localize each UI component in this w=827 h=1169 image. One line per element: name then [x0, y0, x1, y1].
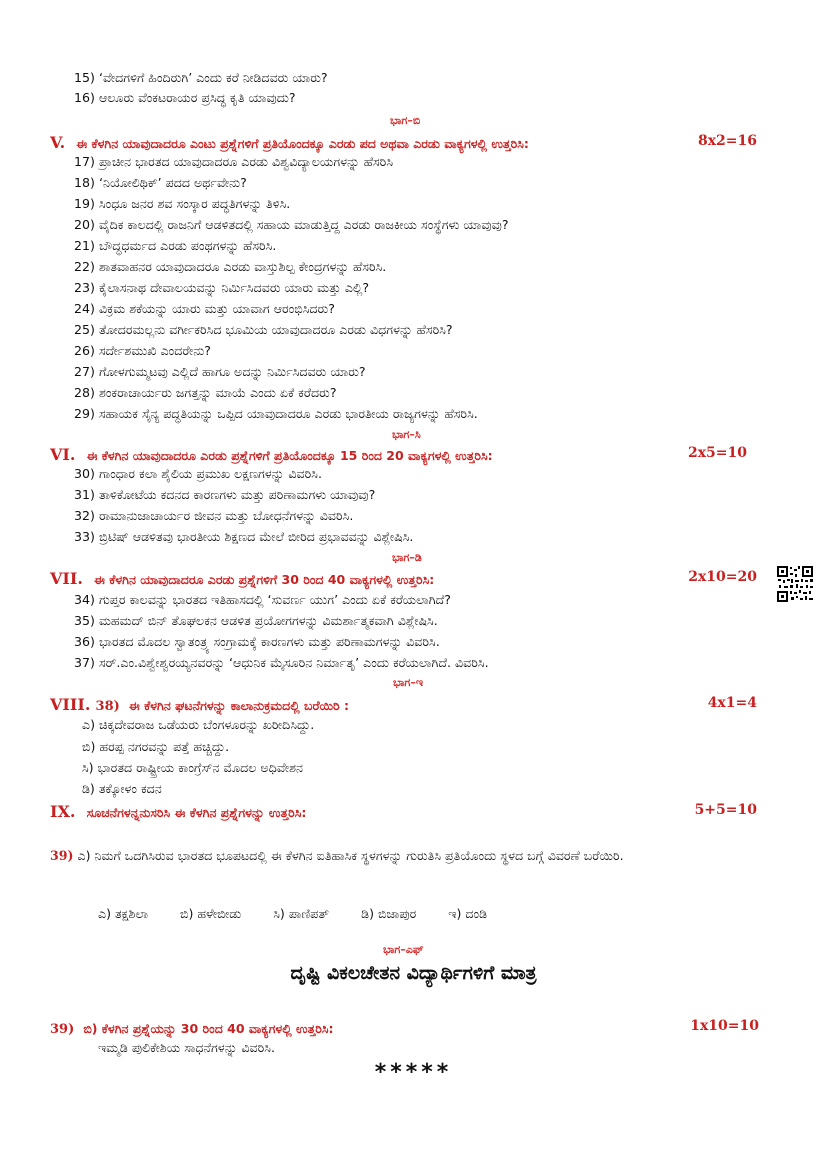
- question-39a-number: 39): [50, 848, 74, 863]
- place-item: ಸಿ) ಪಾಣಿಪತ್: [273, 906, 330, 921]
- place-item: ಎ) ತಕ್ಷಶಿಲಾ: [98, 906, 149, 921]
- question-28: 28) ಶಂಕರಾಚಾರ್ಯರು ಜಗತ್ತನ್ನು ಮಾಯೆ ಎಂದು ಏಕೆ ಕರೆದರು?: [74, 385, 337, 400]
- question-30: 30) ಗಾಂಧಾರ ಕಲಾ ಶೈಲಿಯ ಪ್ರಮುಖ ಲಕ್ಷಣಗಳನ್ನು ವಿವರಿಸಿ.: [74, 466, 322, 481]
- question-36: 36) ಭಾರತದ ಮೊದಲ ಸ್ವಾತಂತ್ರ್ಯ ಸಂಗ್ರಾಮಕ್ಕೆ ಕಾರಣಗಳು ಮತ್ತು ಪರಿಣಾಮಗಳನ್ನು ವಿವರಿಸಿ.: [74, 634, 440, 649]
- question-39a: [50, 846, 780, 866]
- place-item: ಇ) ದಂಡಿ: [448, 906, 488, 921]
- event-item-d: ಡಿ) ತಕ್ಕೋಳಂ ಕದನ: [82, 781, 162, 796]
- place-item: ಬಿ) ಹಳೇಬೀಡು: [180, 906, 242, 921]
- question-20: 20) ವೈದಿಕ ಕಾಲದಲ್ಲಿ ರಾಜನಿಗೆ ಆಡಳಿತದಲ್ಲಿ ಸಹಾಯ ಮಾಡುತ್ತಿದ್ದ ಎರಡು ರಾಜಕೀಯ ಸಂಸ್ಥೆಗಳು ಯಾವುವು?: [74, 217, 509, 232]
- part-e-subheading: ಭಾಗ–ಇ: [393, 676, 423, 689]
- section-vi-header: [50, 445, 757, 465]
- question-32: 32) ರಾಮಾನುಜಾಚಾರ್ಯರ ಜೀವನ ಮತ್ತು ಬೋಧನೆಗಳನ್ನು ವಿವರಿಸಿ.: [74, 508, 354, 523]
- question-39b-instruction: ಬಿ) ಕೆಳಗಿನ ಪ್ರಶ್ನೆಯನ್ನು 30 ರಿಂದ 40 ವಾಕ್ಯಗಳಲ್ಲಿ ಉತ್ತರಿಸಿ:: [83, 1021, 334, 1036]
- question-39b-number: 39): [50, 1022, 75, 1037]
- places-list: [98, 906, 515, 922]
- section-ix-header: [50, 802, 757, 822]
- part-f-title: ದೃಷ್ಟಿ ವಿಕಲಚೇತನ ವಿದ್ಯಾರ್ಥಿಗಳಿಗೆ ಮಾತ್ರ: [290, 962, 537, 984]
- question-26: 26) ಸರ್ದೇಶಮುಖಿ ಎಂದರೇನು?: [74, 343, 211, 358]
- section-marks: 4x1=4: [707, 695, 757, 711]
- section-marks: 2x5=10: [687, 445, 747, 461]
- section-viii-header: [50, 695, 757, 715]
- question-21: 21) ಬೌದ್ಧಧರ್ಮದ ಎರಡು ಪಂಥಗಳನ್ನು ಹೆಸರಿಸಿ.: [74, 238, 277, 253]
- section-marks: 1x10=10: [690, 1018, 759, 1034]
- section-marks: 5+5=10: [694, 802, 757, 818]
- section-instruction: ಈ ಕೆಳಗಿನ ಯಾವುದಾದರೂ ಎಂಟು ಪ್ರಶ್ನೆಗಳಿಗೆ ಪ್ರತಿಯೊಂದಕ್ಕೂ ಎರಡು ಪದ ಅಥವಾ ಎರಡು ವಾಕ್ಯಗಳಲ್ಲಿ ಉತ್ತರಿಸಿ:: [76, 136, 529, 151]
- question-38-number: 38): [95, 699, 120, 714]
- section-instruction: ಸೂಚನೆಗಳನ್ನನುಸರಿಸಿ ಈ ಕೆಳಗಿನ ಪ್ರಶ್ನೆಗಳನ್ನು ಉತ್ತರಿಸಿ:: [86, 805, 307, 820]
- question-39b-text: ಇಮ್ಮಡಿ ಪುಲಿಕೇಶಿಯ ಸಾಧನೆಗಳನ್ನು ವಿವರಿಸಿ.: [98, 1040, 275, 1055]
- question-18: 18) ‘ನಿಯೋಲಿಥಿಕ್’ ಪದದ ಅರ್ಥವೇನು?: [74, 175, 247, 190]
- qr-code-icon: [776, 565, 814, 603]
- question-24: 24) ವಿಕ್ರಮ ಶಕೆಯನ್ನು ಯಾರು ಮತ್ತು ಯಾವಾಗ ಆರಂಭಿಸಿದರು?: [74, 301, 335, 316]
- question-29: 29) ಸಹಾಯಕ ಸೈನ್ಯ ಪದ್ಧತಿಯನ್ನು ಒಪ್ಪಿದ ಯಾವುದಾದರೂ ಎರಡು ಭಾರತೀಯ ರಾಜ್ಯಗಳನ್ನು ಹೆಸರಿಸಿ.: [74, 406, 478, 421]
- section-vii-header: [50, 569, 757, 589]
- section-roman-numeral: VIII.: [50, 695, 91, 714]
- part-c-subheading: ಭಾಗ–ಸಿ: [392, 428, 421, 441]
- question-33: 33) ಬ್ರಿಟಿಷ್ ಆಡಳಿತವು ಭಾರತೀಯ ಶಿಕ್ಷಣದ ಮೇಲೆ ಬೀರಿದ ಪ್ರಭಾವವನ್ನು ವಿಶ್ಲೇಷಿಸಿ.: [74, 529, 414, 544]
- question-39a-text: ಎ) ನಿಮಗೆ ಒದಗಿಸಿರುವ ಭಾರತದ ಭೂಪಟದಲ್ಲಿ ಈ ಕೆಳಗಿನ ಐತಿಹಾಸಿಕ ಸ್ಥಳಗಳನ್ನು ಗುರುತಿಸಿ ಪ್ರತಿಯೊಂದು ಸ್ಥಳದ ಬಗ್ಗೆ ವಿವರಣೆ ಬರೆಯಿರಿ.: [77, 848, 624, 863]
- event-item-c: ಸಿ) ಭಾರತದ ರಾಷ್ಟ್ರೀಯ ಕಾಂಗ್ರೆಸ್‌ನ ಮೊದಲ ಅಧಿವೇಶನ: [82, 760, 303, 775]
- part-d-subheading: ಭಾಗ–ಡಿ: [392, 551, 422, 564]
- question-15: 15) ‘ವೇದಗಳಿಗೆ ಹಿಂದಿರುಗಿ’ ಎಂದು ಕರೆ ನೀಡಿದವರು ಯಾರು?: [74, 70, 328, 85]
- section-v-header: [50, 133, 757, 153]
- question-27: 27) ಗೋಳಗುಮ್ಮಟವು ಎಲ್ಲಿದೆ ಹಾಗೂ ಅದನ್ನು ನಿರ್ಮಿಸಿದವರು ಯಾರು?: [74, 364, 366, 379]
- section-instruction: ಈ ಕೆಳಗಿನ ಯಾವುದಾದರೂ ಎರಡು ಪ್ರಶ್ನೆಗಳಿಗೆ 30 ರಿಂದ 40 ವಾಕ್ಯಗಳಲ್ಲಿ ಉತ್ತರಿಸಿ:: [94, 572, 435, 587]
- end-of-paper-mark: *****: [374, 1060, 453, 1085]
- section-roman-numeral: V.: [50, 133, 66, 152]
- question-39b-header: [50, 1018, 757, 1038]
- part-b-subheading: ಭಾಗ–ಬಿ: [390, 114, 421, 127]
- section-marks: 2x10=20: [688, 569, 757, 585]
- place-item: ಡಿ) ಬಿಜಾಪುರ: [361, 906, 417, 921]
- event-item-a: ಎ) ಚಿಕ್ಕದೇವರಾಜ ಒಡೆಯರು ಬೆಂಗಳೂರನ್ನು ಖರೀದಿಸಿದ್ದು.: [82, 717, 315, 732]
- question-37: 37) ಸರ್.ಎಂ.ವಿಶ್ವೇಶ್ವರಯ್ಯನವರನ್ನು ‘ಆಧುನಿಕ ಮೈಸೂರಿನ ನಿರ್ಮಾತೃ’ ಎಂದು ಕರೆಯಲಾಗಿದೆ. ವಿವರಿಸಿ.: [74, 655, 489, 670]
- question-19: 19) ಸಿಂಧೂ ಜನರ ಶವ ಸಂಸ್ಕಾರ ಪದ್ಧತಿಗಳನ್ನು ತಿಳಿಸಿ.: [74, 196, 291, 211]
- question-23: 23) ಕೈಲಾಸನಾಥ ದೇವಾಲಯವನ್ನು ನಿರ್ಮಿಸಿದವರು ಯಾರು ಮತ್ತು ಎಲ್ಲಿ?: [74, 280, 370, 295]
- section-roman-numeral: VII.: [50, 569, 83, 588]
- section-marks: 8x2=16: [697, 133, 757, 149]
- section-roman-numeral: VI.: [50, 445, 76, 464]
- question-35: 35) ಮಹಮದ್ ಬಿನ್ ತೊಘಲಕನ ಆಡಳಿತ ಪ್ರಯೋಗಗಳನ್ನು ವಿಮರ್ಶಾತ್ಮಕವಾಗಿ ವಿಶ್ಲೇಷಿಸಿ.: [74, 613, 438, 628]
- event-item-b: ಬಿ) ಹರಪ್ಪ ನಗರವನ್ನು ಪತ್ತೆ ಹಚ್ಚಿದ್ದು.: [82, 739, 230, 754]
- section-instruction: ಈ ಕೆಳಗಿನ ಘಟನೆಗಳನ್ನು ಕಾಲಾನುಕ್ರಮದಲ್ಲಿ ಬರೆಯಿರಿ :: [128, 698, 349, 713]
- question-34: 34) ಗುಪ್ತರ ಕಾಲವನ್ನು ಭಾರತದ ಇತಿಹಾಸದಲ್ಲಿ ‘ಸುವರ್ಣ ಯುಗ’ ಎಂದು ಏಕೆ ಕರೆಯಲಾಗಿದೆ?: [74, 592, 451, 607]
- section-roman-numeral: IX.: [50, 802, 76, 821]
- question-31: 31) ತಾಳಿಕೋಟೆಯ ಕದನದ ಕಾರಣಗಳು ಮತ್ತು ಪರಿಣಾಮಗಳು ಯಾವುವು?: [74, 487, 376, 502]
- part-f-subheading: ಭಾಗ–ಎಫ್: [383, 943, 424, 956]
- question-17: 17) ಪ್ರಾಚೀನ ಭಾರತದ ಯಾವುದಾದರೂ ಎರಡು ವಿಶ್ವವಿದ್ಯಾಲಯಗಳನ್ನು ಹೆಸರಿಸಿ: [74, 154, 394, 169]
- section-instruction: ಈ ಕೆಳಗಿನ ಯಾವುದಾದರೂ ಎರಡು ಪ್ರಶ್ನೆಗಳಿಗೆ ಪ್ರತಿಯೊಂದಕ್ಕೂ 15 ರಿಂದ 20 ವಾಕ್ಯಗಳಲ್ಲಿ ಉತ್ತರಿಸಿ:: [86, 448, 493, 463]
- question-16: 16) ಆಲೂರು ವೆಂಕಟರಾಯರ ಪ್ರಸಿದ್ಧ ಕೃತಿ ಯಾವುದು?: [74, 90, 296, 105]
- question-22: 22) ಶಾತವಾಹನರ ಯಾವುದಾದರೂ ಎರಡು ವಾಸ್ತುಶಿಲ್ಪ ಕೇಂದ್ರಗಳನ್ನು ಹೆಸರಿಸಿ.: [74, 259, 387, 274]
- question-25: 25) ತೋದರಮಲ್ಲನು ವರ್ಗೀಕರಿಸಿದ ಭೂಮಿಯ ಯಾವುದಾದರೂ ಎರಡು ವಿಧಗಳನ್ನು ಹೆಸರಿಸಿ?: [74, 322, 453, 337]
